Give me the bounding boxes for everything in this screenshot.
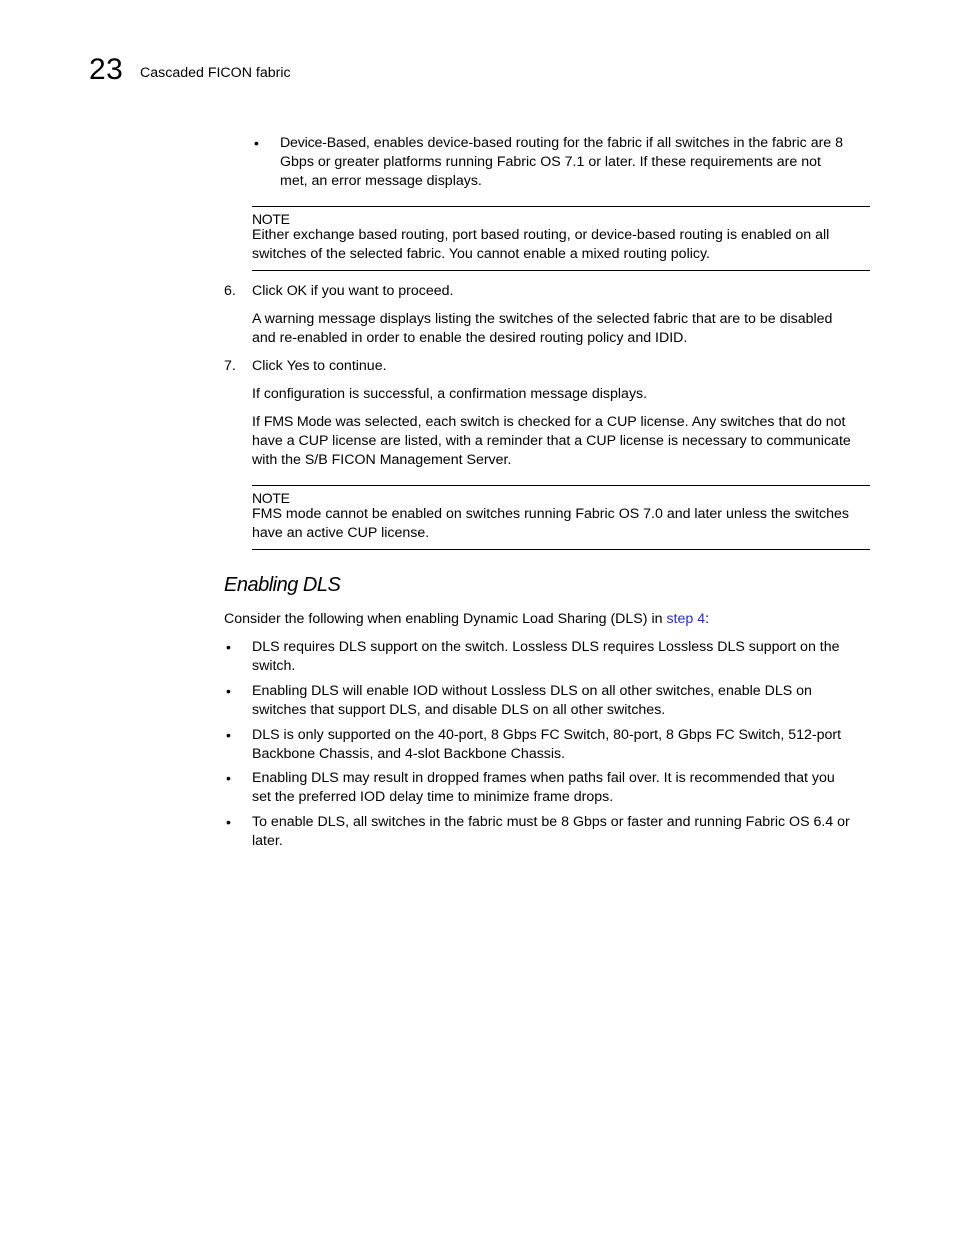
device-based-line2: Gbps or greater platforms running Fabric OS 7.1 or later. If these requirements are not xyxy=(280,154,821,170)
yes-ui-label: Yes xyxy=(286,358,310,374)
list-item-line2: switches that support DLS, and disable DLS on all other switches. xyxy=(252,702,666,718)
step-7-post: to continue. xyxy=(309,358,387,374)
list-item-line2: Backbone Chassis, and 4-slot Backbone Chassis. xyxy=(252,746,566,762)
chapter-title: Cascaded FICON fabric xyxy=(140,65,291,81)
step-6 xyxy=(252,282,872,301)
list-item xyxy=(252,638,877,676)
note-line1: Either exchange based routing, port based routing, or device-based routing is enabled on all xyxy=(252,227,830,243)
step-6-number: 6. xyxy=(224,283,236,299)
device-based-line3: met, an error message displays. xyxy=(280,173,482,189)
note-line1: FMS mode cannot be enabled on switches running Fabric OS 7.0 and later unless the switches xyxy=(252,506,849,522)
step-7-fms xyxy=(252,413,877,470)
step-6-detail xyxy=(252,310,872,348)
list-item-line2: later. xyxy=(252,833,283,849)
step-7-pre: Click xyxy=(252,358,287,374)
step-6-pre: Click xyxy=(252,283,287,299)
step-7-number: 7. xyxy=(224,358,236,374)
bullet-dot: • xyxy=(226,814,231,830)
bullet-dot: • xyxy=(226,770,231,786)
step-7-success: If configuration is successful, a confirmation message displays. xyxy=(252,386,648,402)
fms-mode-ui-label: FMS Mode xyxy=(263,414,332,430)
list-item-line1: Enabling DLS will enable IOD without Lossless DLS on all other switches, enable DLS on xyxy=(252,683,812,699)
note-line2: switches of the selected fabric. You cannot enable a mixed routing policy. xyxy=(252,246,710,262)
device-based-text: , enables device-based routing for the fabric if all switches in the fabric are 8 xyxy=(365,135,844,151)
bullet-dot: • xyxy=(226,639,231,655)
list-item-line1: To enable DLS, all switches in the fabric must be 8 Gbps or faster and running Fabric OS 6.4 or xyxy=(252,814,850,830)
ok-ui-label: OK xyxy=(286,283,307,299)
note-label: NOTE xyxy=(252,211,290,227)
section-intro xyxy=(224,610,864,629)
fms-line3: with the S/B FICON Management Server. xyxy=(252,452,512,468)
step-6-detail-line2: and re-enabled in order to enable the desired routing policy and IDID. xyxy=(252,330,688,346)
bullet-dot: • xyxy=(254,135,259,151)
device-based-term: Device-Based xyxy=(280,135,366,151)
fms-line2: have a CUP license are listed, with a reminder that a CUP license is necessary to communicate xyxy=(252,433,851,449)
note-line2: have an active CUP license. xyxy=(252,525,430,541)
chapter-number: 23 xyxy=(89,53,124,86)
note-label: NOTE xyxy=(252,490,290,506)
list-item-line2: set the preferred IOD delay time to minimize frame drops. xyxy=(252,789,614,805)
list-item-line1: DLS is only supported on the 40-port, 8 Gbps FC Switch, 80-port, 8 Gbps FC Switch, 512-port xyxy=(252,727,842,743)
bullet-device-based xyxy=(280,134,880,191)
list-item-line1: Enabling DLS may result in dropped frames when paths fail over. It is recommended that you xyxy=(252,770,835,786)
section-heading: Enabling DLS xyxy=(224,574,341,596)
intro-text: Consider the following when enabling Dynamic Load Sharing (DLS) in xyxy=(224,611,667,627)
bullet-dot: • xyxy=(226,683,231,699)
step-6-post: if you want to proceed. xyxy=(306,283,454,299)
note-fms xyxy=(252,485,870,550)
step-4-link[interactable]: step 4 xyxy=(666,611,706,627)
list-item-line1: DLS requires DLS support on the switch. Lossless DLS requires Lossless DLS support on the xyxy=(252,639,840,655)
intro-post: : xyxy=(705,611,710,627)
step-7 xyxy=(252,357,872,376)
list-item xyxy=(252,813,877,851)
step-6-detail-line1: A warning message displays listing the switches of the selected fabric that are to be disabled xyxy=(252,311,833,327)
fms-line1: was selected, each switch is checked for a CUP license. Any switches that do not xyxy=(331,414,846,430)
note-routing xyxy=(252,206,870,271)
list-item xyxy=(252,769,877,807)
list-item xyxy=(252,682,877,720)
bullet-dot: • xyxy=(226,727,231,743)
list-item xyxy=(252,726,877,764)
list-item-line2: switch. xyxy=(252,658,296,674)
fms-pre: If xyxy=(252,414,264,430)
